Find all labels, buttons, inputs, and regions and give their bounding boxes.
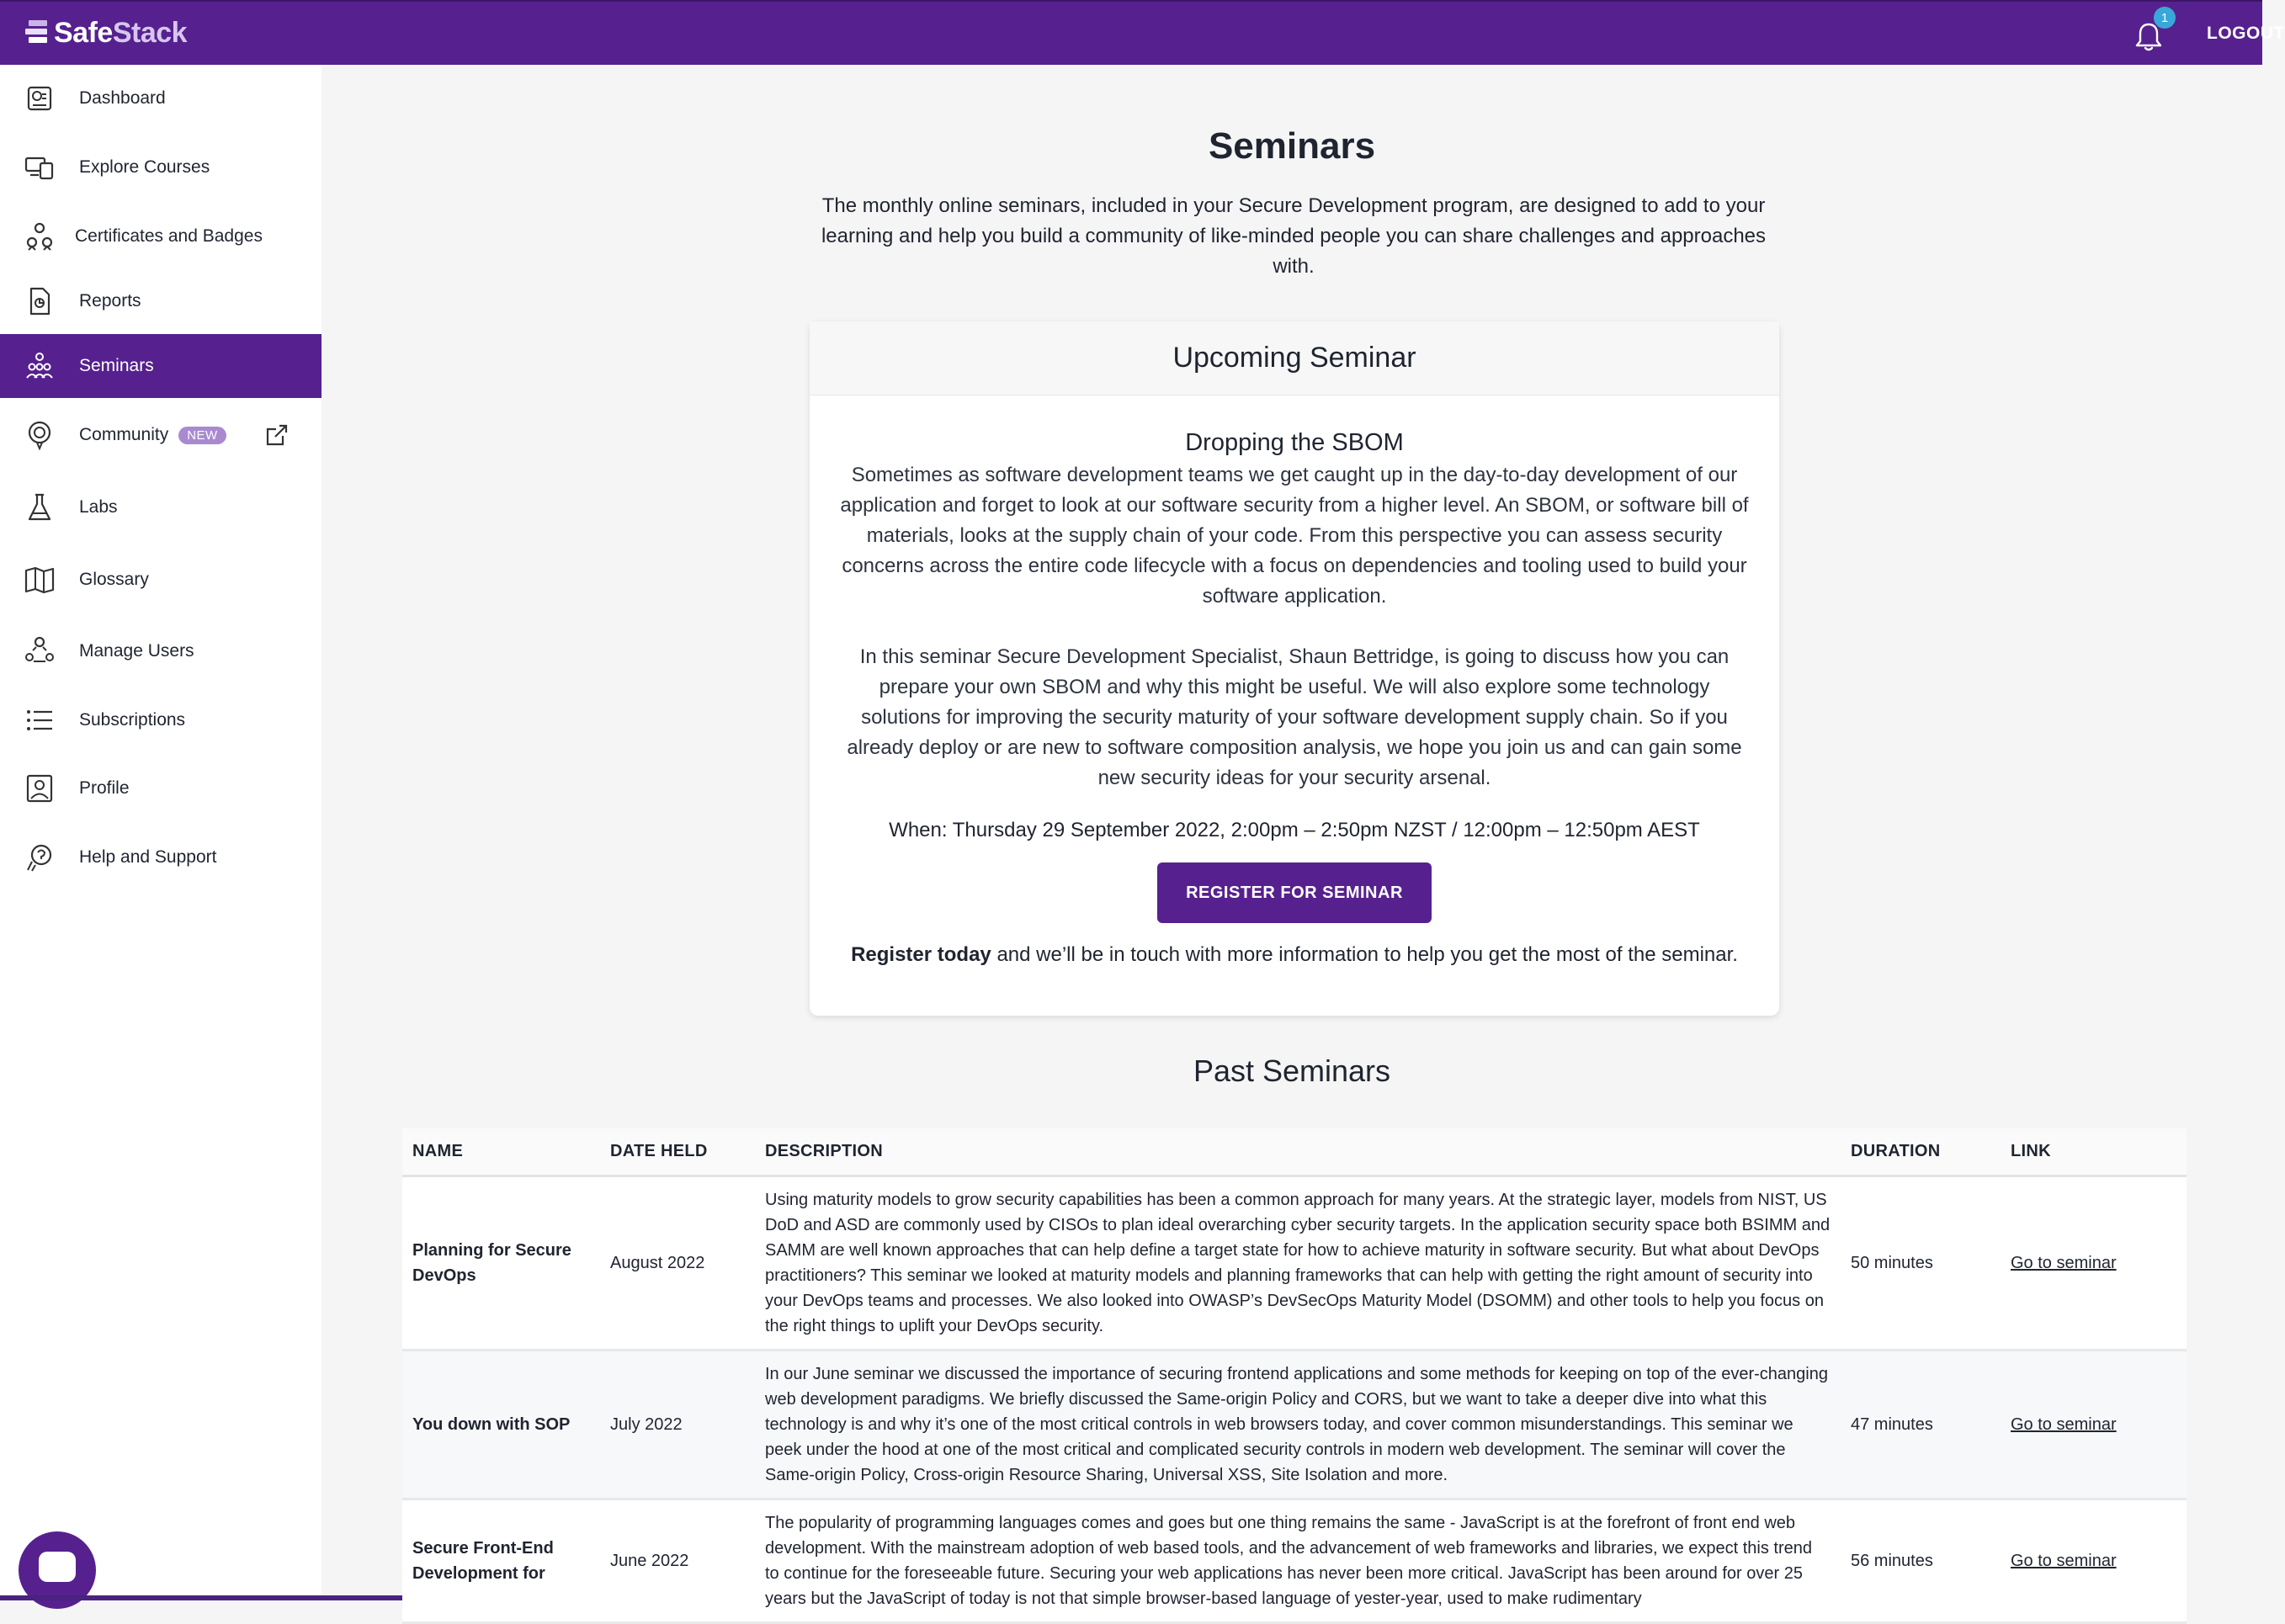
seminar-description-1: Sometimes as software development teams we get caught up in the day-to-day development of our application and forget to look at our software security from a higher level. An SBOM, or software bill of materials, looks at the supply chain of your code. From this perspective you can assess security concerns across the entire code lifecycle with a focus on dependencies and tooling used to build your software application. [840, 464, 1749, 608]
reports-icon [24, 285, 56, 317]
sidebar-item-certificates-badges[interactable] [0, 208, 321, 265]
seminar-date: July 2022 [600, 1350, 755, 1499]
seminar-when: When: Thursday 29 September 2022, 2:00pm – 2:50pm NZST / 12:00pm – 12:50pm AEST [889, 819, 1700, 841]
users-icon [24, 635, 56, 667]
courses-icon [24, 151, 56, 183]
sidebar-item-dashboard[interactable] [0, 70, 321, 127]
register-note [838, 943, 1751, 967]
seminar-date: June 2022 [600, 1499, 755, 1622]
seminar-description: The popularity of programming languages comes and goes but one thing remains the same - JavaScript is at the forefront of front end web development. With the mainstream adoption of web based tools, and the advancement of web frameworks and libraries, we expect this trend to continue for the foreseeable future. Securing your web applications has never been more critical. JavaScript has been around for over 25 years but the JavaScript of today is not that simple browser-based language of yester-year, used to make rudimentary [755, 1499, 1841, 1622]
sidebar-item-label: Labs [79, 497, 118, 517]
seminars-icon [24, 350, 56, 382]
help-icon [24, 841, 56, 873]
top-bar [0, 0, 2285, 65]
brand-name-part1: Safe [54, 17, 113, 49]
column-header-name: NAME [402, 1128, 600, 1176]
dashboard-icon [24, 82, 56, 114]
table-row [402, 1176, 2187, 1350]
main-content [321, 65, 2262, 1608]
list-icon [24, 704, 56, 736]
new-badge: NEW [178, 427, 226, 444]
logo-icon [25, 19, 49, 49]
register-note-bold: Register today [851, 943, 991, 966]
book-icon [24, 564, 56, 596]
upcoming-seminar-card [810, 321, 1779, 1016]
register-seminar-button[interactable]: REGISTER FOR SEMINAR [1157, 862, 1432, 923]
column-header-description: DESCRIPTION [755, 1128, 1841, 1176]
brand-name-part2: Stack [112, 17, 188, 49]
sidebar [0, 65, 321, 1600]
seminar-name: Secure Front-End Development for [402, 1499, 600, 1622]
page-title: Seminars [1208, 125, 1376, 167]
sidebar-item-label: Seminars [79, 356, 154, 375]
table-row [402, 1499, 2187, 1622]
seminar-duration: 50 minutes [1841, 1176, 2001, 1350]
sidebar-item-profile[interactable] [0, 760, 321, 817]
past-seminars-table [402, 1128, 2187, 1624]
column-header-date: DATE HELD [600, 1128, 755, 1176]
flask-icon [24, 491, 56, 523]
past-seminars-heading: Past Seminars [1193, 1053, 1391, 1088]
safestack-logo[interactable] [25, 1, 187, 66]
table-header-row [402, 1128, 2187, 1176]
sidebar-item-subscriptions[interactable] [0, 692, 321, 749]
register-note-text: and we’ll be in touch with more information to help you get the most of the seminar. [991, 943, 1738, 966]
sidebar-item-help-support[interactable] [0, 829, 321, 886]
seminar-name: You down with SOP [402, 1350, 600, 1499]
sidebar-item-label: Certificates and Badges [75, 226, 263, 246]
seminar-title: Dropping the SBOM [1185, 429, 1404, 456]
sidebar-item-label: Community [79, 425, 169, 444]
sidebar-item-manage-users[interactable] [0, 623, 321, 680]
sidebar-item-label: Profile [79, 778, 130, 798]
upcoming-seminar-heading: Upcoming Seminar [810, 321, 1779, 395]
notification-count-badge: 1 [2154, 7, 2176, 29]
sidebar-item-label: Subscriptions [79, 710, 186, 730]
column-header-link: LINK [2001, 1128, 2187, 1176]
chat-icon [39, 1552, 76, 1582]
sidebar-item-label: Help and Support [79, 847, 217, 867]
column-header-duration: DURATION [1841, 1128, 2001, 1176]
seminar-name: Planning for Secure DevOps [402, 1176, 600, 1350]
sidebar-item-label: Glossary [79, 570, 149, 589]
seminar-description: In our June seminar we discussed the importance of securing frontend applications and some methods for keeping on top of the ever-changing web development paradigms. We briefly discussed the Same-origin Policy and CORS, but we want to take a deeper dive into what this technology is and why it’s one of the most critical controls in web browsers today, and cover common misunderstandings. This seminar we peek under the hood at one of the most critical and complicated security controls in modern web development. The seminar will cover the Same-origin Policy, Cross-origin Resource Sharing, Universal XSS, Site Isolation and more. [755, 1350, 1841, 1499]
sidebar-item-glossary[interactable] [0, 551, 321, 608]
seminar-duration: 47 minutes [1841, 1350, 2001, 1499]
table-row [402, 1350, 2187, 1499]
sidebar-item-seminars[interactable] [0, 334, 321, 398]
sidebar-item-label: Dashboard [79, 88, 166, 108]
go-to-seminar-link[interactable]: Go to seminar [2011, 1551, 2117, 1570]
sidebar-item-reports[interactable] [0, 273, 321, 330]
sidebar-item-labs[interactable] [0, 479, 321, 536]
community-icon [24, 419, 56, 451]
go-to-seminar-link[interactable]: Go to seminar [2011, 1414, 2117, 1434]
sidebar-item-explore-courses[interactable] [0, 139, 321, 196]
seminar-date: August 2022 [600, 1176, 755, 1350]
sidebar-item-label: Reports [79, 291, 141, 310]
external-link-icon[interactable] [264, 422, 290, 448]
page-intro: The monthly online seminars, included in your Secure Development program, are designed to add to your learning and help you build a community of like-minded people you can share challenges and approaches with. [821, 194, 1767, 278]
go-to-seminar-link[interactable]: Go to seminar [2011, 1253, 2117, 1272]
seminar-description: Using maturity models to grow security capabilities has been a common approach for many years. At the strategic layer, models from NIST, US DoD and ASD are commonly used by CISOs to plan ideal overarching cyber security targets. In the application security space both BSIMM and SAMM are well known approaches that can help define a target state for how to achieve maturity in software security. But what about DevOps practitioners? This seminar we looked at maturity models and planning frameworks that can help with getting the right amount of security into your DevOps teams and processes. We also looked into OWASP’s DevSecOps Maturity Model (DSOMM) and other tools to help you focus on the right things to uplift your DevOps security. [755, 1176, 1841, 1350]
sidebar-item-label: Explore Courses [79, 157, 210, 177]
sidebar-item-label: Manage Users [79, 641, 194, 661]
seminar-description-2: In this seminar Secure Development Specialist, Shaun Bettridge, is going to discuss how you can prepare your own SBOM and why this might be useful. We will also explore some technology solutions for improving the security maturity of your software development supply chain. So if you already deploy or are new to software composition analysis, we hope you join us and can gain some new security ideas for your security arsenal. [847, 645, 1742, 789]
logout-button[interactable]: LOGOUT [2207, 24, 2285, 43]
sidebar-item-community[interactable] [0, 406, 321, 464]
badges-icon [24, 220, 56, 252]
seminar-duration: 56 minutes [1841, 1499, 2001, 1622]
profile-icon [24, 772, 56, 804]
